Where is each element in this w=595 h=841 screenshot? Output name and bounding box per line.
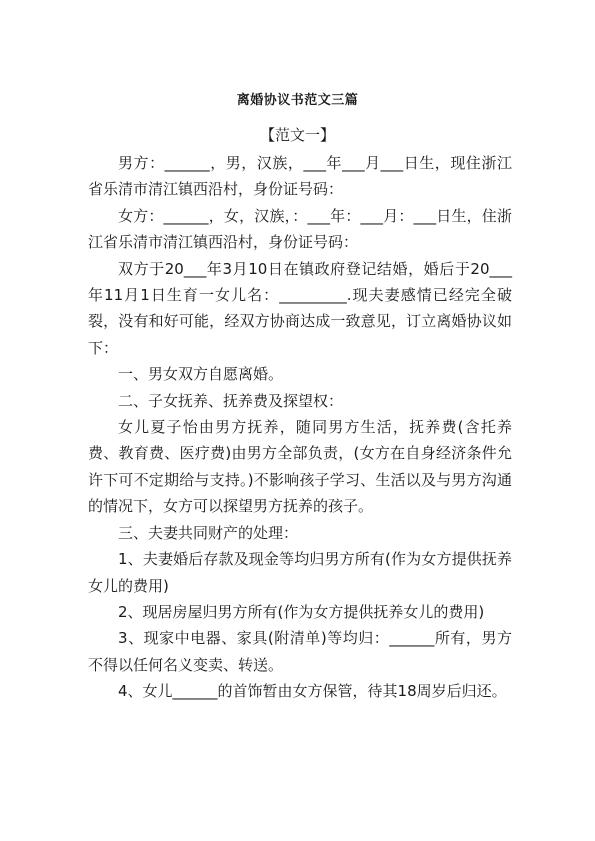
clause-child-custody-detail: 女儿夏子怡由男方抚养，随同男方生活，抚养费(含托养费、教育费、医疗费)由男方全部负责，(女方在自身经济条件允许下可不定期给与支持。)不影响孩子学习、生活以及与男方沟通的情况下，女方可以探望男方抚养的孩子。	[88, 418, 512, 516]
clause-property-jewelry: 4、女儿______的首饰暂由女方保管，待其18周岁后归还。	[118, 682, 507, 701]
paragraph-husband-info: 男方：______，男，汉族，___年___月___日生，现住浙江省乐清市清江镇西沿村，身份证号码：	[88, 154, 512, 199]
section-heading: 【范文一】	[259, 126, 335, 144]
paragraph-wife-info: 女方：______，女，汉族，：___年：___月：___日生，住浙江省乐清市清江镇西沿村，身份证号码：	[88, 206, 512, 252]
paragraph-marriage-background: 双方于20___年3月10日在镇政府登记结婚，婚后于20___年11月1日生育一女儿名：_________.现夫妻感情已经完全破裂，没有和好可能，经双方协商达成一致意见，订立离婚协议如下：	[88, 259, 512, 357]
clause-property-savings: 1、夫妻婚后存款及现金等均归男方所有(作为女方提供抚养女儿的费用)	[88, 550, 512, 595]
clause-child-custody-heading: 二、子女抚养、抚养费及探望权：	[118, 391, 344, 410]
document-body	[88, 150, 512, 705]
clause-property-house: 2、现居房屋归男方所有(作为女方提供抚养女儿的费用)	[118, 602, 485, 621]
clause-property-appliances: 3、现家中电器、家具(附清单)等均归：______所有，男方不得以任何名义变卖、转送。	[88, 629, 512, 674]
clause-property-heading: 三、夫妻共同财产的处理：	[118, 523, 299, 542]
clause-voluntary-divorce: 一、男女双方自愿离婚。	[118, 365, 284, 384]
document-title: 离婚协议书范文三篇	[236, 93, 359, 108]
